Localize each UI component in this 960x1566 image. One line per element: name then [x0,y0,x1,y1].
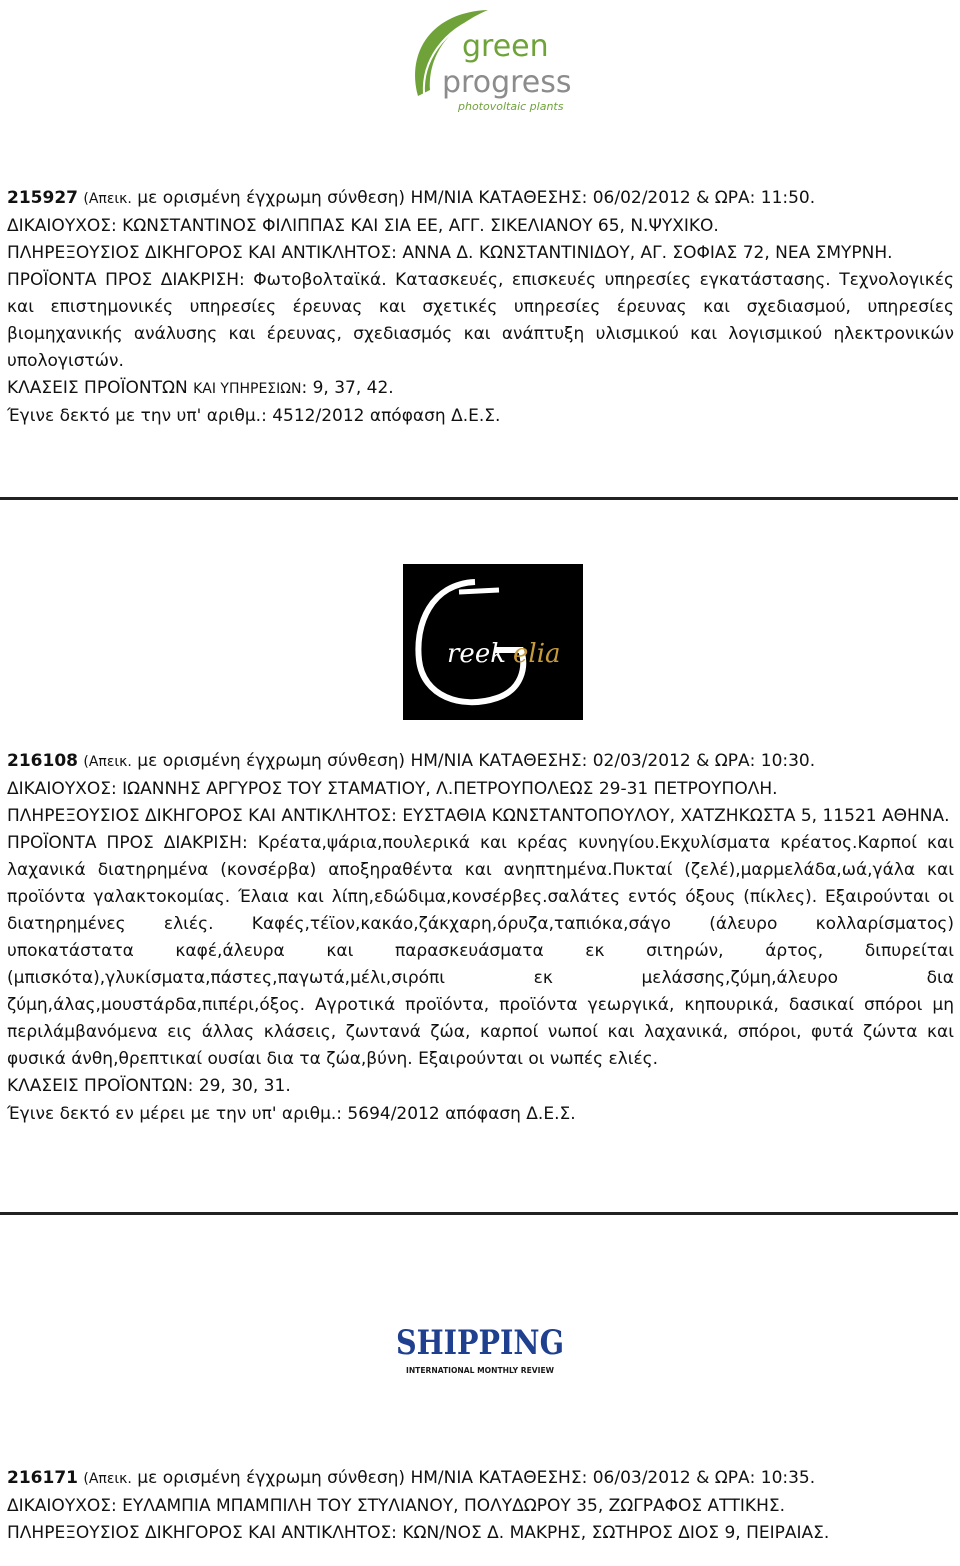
trademark-entry-215927 [7,185,954,430]
owner-line: ΔΙΚΑΙΟΥΧΟΣ: ΕΥΛΑΜΠΙΑ ΜΠΑΜΠΙΛΗ ΤΟΥ ΣΤΥΛΙΑΝΟΥ, ΠΟΛΥΔΩΡΟΥ 35, ΖΩΓΡΑΦΟΣ ΑΤΤΙΚΗΣ. [7,1496,786,1516]
owner-line: ΔΙΚΑΙΟΥΧΟΣ: ΚΩΝΣΤΑΝΤΙΝΟΣ ΦΙΛΙΠΠΑΣ ΚΑΙ ΣΙΑ ΕΕ, ΑΓΓ. ΣΙΚΕΛΙΑΝΟΥ 65, Ν.ΨΥΧΙΚΟ. [7,216,719,236]
trademark-entry-216171 [7,1465,954,1547]
entry-header [7,1465,954,1493]
products-text: ΠΡΟΪΟΝΤΑ ΠΡΟΣ ΔΙΑΚΡΙΣΗ: Φωτοβολταϊκά. Κατασκευές, επισκευές υπηρεσίες εγκατάστασης. Τεχνολογικές και επιστημονικές υπηρεσίες έρευνας και σχετικές υπηρεσίες έρευνας και σχεδιασμού, υπηρεσίες βιομηχανικής ανάλυσης και έρευνας, σχεδιασμός και ανάπτυξη υλισμικού και λογισμικού ηλεκτρονικών υπολογιστών. [7,270,954,371]
logo-title: SHIPPING [396,1323,564,1363]
trademark-number: 216108 [7,751,78,771]
logo-wordmark: reek [447,639,506,669]
classes-line: ΚΛΑΣΕΙΣ ΠΡΟΪΟΝΤΩΝ: 29, 30, 31. [7,1076,291,1096]
trademark-number: 216171 [7,1468,78,1488]
logo-tagline: photovoltaic plants [458,100,564,113]
owner-line: ΔΙΚΑΙΟΥΧΟΣ: ΙΩΑΝΝΗΣ ΑΡΓΥΡΟΣ ΤΟΥ ΣΤΑΜΑΤΙΟΥ, Λ.ΠΕΤΡΟΥΠΟΛΕΩΣ 29-31 ΠΕΤΡΟΥΠΟΛΗ. [7,779,778,799]
filing-details: με ορισμένη έγχρωμη σύνθεση) ΗΜ/ΝΙΑ ΚΑΤΑΘΕΣΗΣ: 02/03/2012 & ΩΡΑ: 10:30. [137,751,816,771]
section-divider [0,497,958,500]
products-text: ΠΡΟΪΟΝΤΑ ΠΡΟΣ ΔΙΑΚΡΙΣΗ: Κρέατα,ψάρια,πουλερικά και κρέας κυνηγίου.Εκχυλίσματα κρέατος.Καρποί και λαχανικά διατηρημένα (κονσέρβα) αποξηραθέντα και ανηπτημένα.Πυκταί (ζελέ),μαρμελάδα,ωά,γάλα και προϊόντα γαλακτοκομίας. Έλαια και λίπη,εδώδιμα,κονσέρβες.σαλάτες εντός όξους (πίκλες). Εξαιρούνται οι διατηρημένες ελιές. Καφές,τέϊον,κακάο,ζάκχαρη,όρυζα,ταπιόκα,σάγο (άλευρο κολλαρίσματος) υποκατάστατα καφέ,άλευρα και παρασκευάσματα εκ σιτηρών, άρτος, διπυρείται (μπισκότα),γλυκίσματα,πάστες,παγωτά,μέλι,σιρόπι εκ μελάσσης,ζύμη,άλευρο δια ζύμη,άλας,μουστάρδα,πιπέρι,όξος. Αγροτικά προϊόντα, προϊόντα γεωργικά, κηπουρικά, δασικαί σπόροι μη περιλάμβανόμενα εις άλλας κλάσεις, ζωντανά ζώα, καρποί νωποί και λαχανικά, σπόροι, φυτά ζώντα και φυσικά άνθη,θρεπτικαί ουσίαι δια τα ζώα,βύνη. Εξαιρούνται οι νωπές ελιές. [7,833,954,1069]
entry-header [7,748,954,776]
decision-line: Έγινε δεκτό με την υπ' αριθμ.: 4512/2012 απόφαση Δ.Ε.Σ. [7,406,501,426]
decision-line: Έγινε δεκτό εν μέρει με την υπ' αριθμ.: 5694/2012 απόφαση Δ.Ε.Σ. [7,1104,576,1124]
classes-line: ΚΛΑΣΕΙΣ ΠΡΟΪΟΝΤΩΝ ΚΑΙ ΥΠΗΡΕΣΙΩΝ: 9, 37, 42. [7,378,394,398]
depiction-note: (Απεικ. [83,754,132,770]
svg-text:elia: elia [513,639,561,669]
logo-word-progress: progress [442,65,572,100]
logo-word-green: green [462,29,549,64]
depiction-note: (Απεικ. [83,1471,132,1487]
attorney-line: ΠΛΗΡΕΞΟΥΣΙΟΣ ΔΙΚΗΓΟΡΟΣ ΚΑΙ ΑΝΤΙΚΛΗΤΟΣ: ΚΩΝ/ΝΟΣ Δ. ΜΑΚΡΗΣ, ΣΩΤΗΡΟΣ ΔΙΟΣ 9, ΠΕΙΡΑΙΑΣ. [7,1523,830,1543]
trademark-number: 215927 [7,188,78,208]
section-divider [0,1212,958,1215]
logo-subtitle: INTERNATIONAL MONTHLY REVIEW [406,1366,555,1375]
trademark-entry-216108 [7,748,954,1128]
filing-details: με ορισμένη έγχρωμη σύνθεση) ΗΜ/ΝΙΑ ΚΑΤΑΘΕΣΗΣ: 06/03/2012 & ΩΡΑ: 10:35. [137,1468,816,1488]
entry-header [7,185,954,213]
filing-details: με ορισμένη έγχρωμη σύνθεση) ΗΜ/ΝΙΑ ΚΑΤΑΘΕΣΗΣ: 06/02/2012 & ΩΡΑ: 11:50. [137,188,816,208]
attorney-line: ΠΛΗΡΕΞΟΥΣΙΟΣ ΔΙΚΗΓΟΡΟΣ ΚΑΙ ΑΝΤΙΚΛΗΤΟΣ: ΑΝΝΑ Δ. ΚΩΝΣΤΑΝΤΙΝΙΔΟΥ, ΑΓ. ΣΟΦΙΑΣ 72, ΝΕΑ ΣΜΥΡΝΗ. [7,243,893,263]
shipping-logo [390,1318,570,1388]
green-progress-logo [402,4,582,114]
depiction-note: (Απεικ. [83,191,132,207]
greekelia-logo [403,564,583,720]
attorney-line: ΠΛΗΡΕΞΟΥΣΙΟΣ ΔΙΚΗΓΟΡΟΣ ΚΑΙ ΑΝΤΙΚΛΗΤΟΣ: ΕΥΣΤΑΘΙΑ ΚΩΝΣΤΑΝΤΟΠΟΥΛΟΥ, ΧΑΤΖΗΚΩΣΤΑ 5, 11521 ΑΘΗΝΑ. [7,806,950,826]
